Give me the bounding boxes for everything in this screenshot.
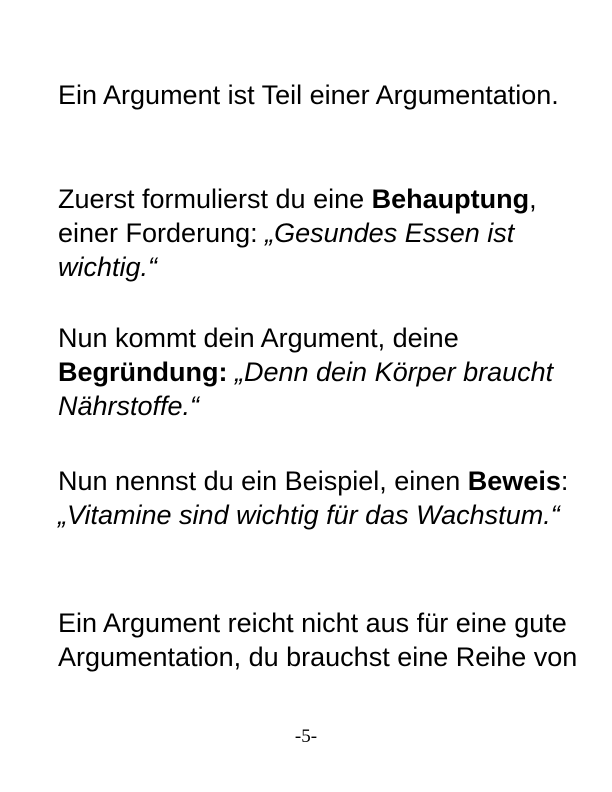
paragraph-claim [58, 182, 578, 284]
paragraph-text: Ein Argument ist Teil einer Argumentation. [58, 80, 559, 110]
paragraph-proof [58, 464, 578, 532]
paragraph-reason [58, 321, 578, 423]
example-quote: „Vitamine sind wichtig für das Wachstum.“ [58, 500, 560, 530]
term-behauptung: Behauptung [371, 184, 530, 214]
page-number: -5- [294, 726, 318, 747]
paragraph-lead: Nun nennst du ein Beispiel, einen [58, 466, 468, 496]
paragraph-lead: Nun kommt dein Argument, deine [58, 323, 459, 353]
paragraph-connector [227, 357, 235, 387]
example-quote: „Gesundes Essen ist wichtig.“ [58, 218, 515, 282]
paragraph-connector: , einer Forderung: [58, 184, 537, 248]
example-quote: „Denn dein Körper braucht Nährstoffe.“ [58, 357, 554, 421]
term-beweis: Beweis [467, 466, 561, 496]
term-begruendung: Begründung: [58, 357, 228, 387]
paragraph-conclusion [58, 606, 578, 674]
paragraph-connector: : [560, 466, 569, 496]
paragraph-argument-intro [58, 78, 578, 112]
paragraph-lead: Zuerst formulierst du eine [58, 184, 372, 214]
paragraph-text: Ein Argument reicht nicht aus für eine gute Argumentation, du brauchst eine Reihe von [58, 608, 578, 672]
